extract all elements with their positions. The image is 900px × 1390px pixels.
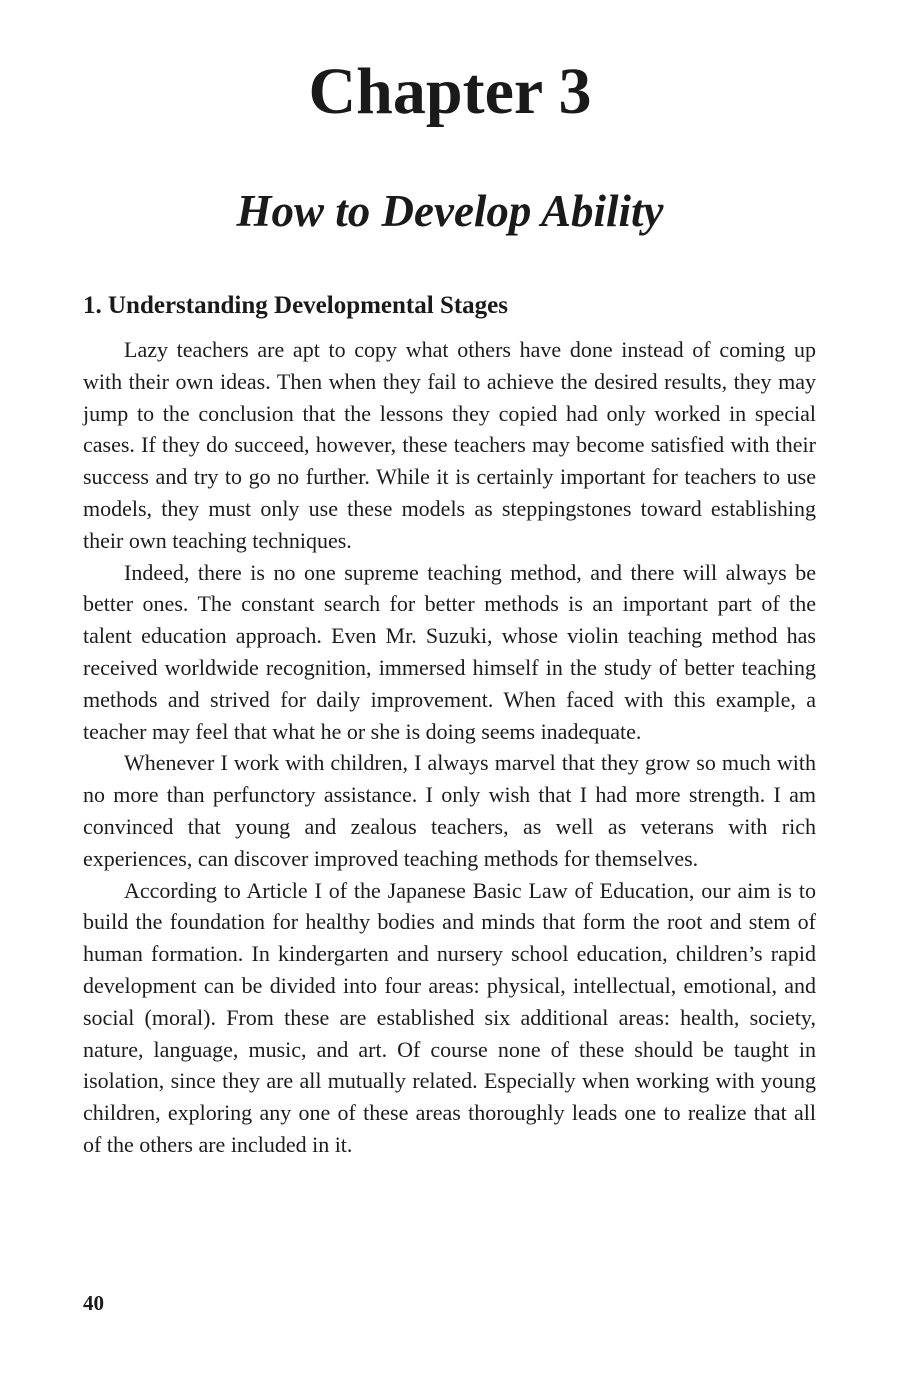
page-number: 40 bbox=[83, 1291, 104, 1315]
body-text bbox=[83, 334, 816, 1161]
paragraph: Whenever I work with children, I always marvel that they grow so much with no more than perfunctory assistance. I only wish that I had more strength. I am convinced that young and zealous teachers, as well as veterans with rich experiences, can discover improved teaching methods for themselves. bbox=[83, 750, 816, 871]
section-heading: 1. Understanding Developmental Stages bbox=[83, 292, 509, 319]
chapter-number: Chapter 3 bbox=[308, 55, 592, 128]
paragraph: Indeed, there is no one supreme teaching method, and there will always be better ones. The constant search for better methods is an important part of the talent education approach. Even Mr. Suzuki, whose violin teaching method has received worldwide recognition, immersed himself in the study of better teaching methods and strived for daily improvement. When faced with this example, a teacher may feel that what he or she is doing seems inadequate. bbox=[83, 559, 816, 744]
paragraph: According to Article I of the Japanese Basic Law of Education, our aim is to build the foundation for healthy bodies and minds that form the root and stem of human formation. In kindergarten and nursery school education, children’s rapid development can be divided into four areas: physical, intellectual, emotional, and social (moral). From these are established six additional areas: health, society, nature, language, music, and art. Of course none of these should be taught in isolation, since they are all mutually related. Especially when working with young children, exploring any one of these areas thoroughly leads one to realize that all of the others are included in it. bbox=[83, 877, 816, 1157]
chapter-title: How to Develop Ability bbox=[236, 186, 664, 236]
paragraph: Lazy teachers are apt to copy what others have done instead of coming up with their own ideas. Then when they fail to achieve the desired results, they may jump to the conclusion that the lessons they copied had only worked in special cases. If they do succeed, however, these teachers may become satisfied with their success and try to go no further. While it is certainly important for teachers to use models, they must only use these models as steppingstones toward establishing their own teaching techniques. bbox=[83, 337, 816, 553]
